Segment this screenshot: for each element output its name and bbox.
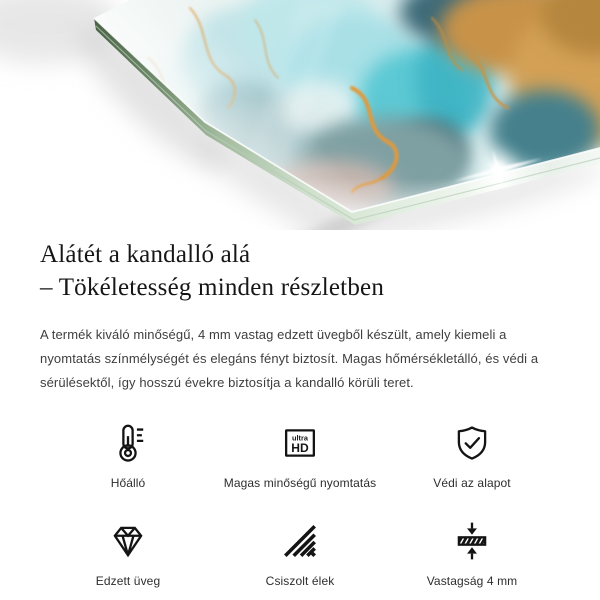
- shield-check-icon: [451, 422, 493, 464]
- thermometer-icon: [107, 422, 149, 464]
- feature-tempered-glass: [42, 520, 214, 588]
- thickness-icon: [451, 520, 493, 562]
- feature-label: Magas minőségű nyomtatás: [223, 476, 377, 490]
- svg-text:HD: HD: [291, 441, 309, 456]
- glass-panel-illustration: [0, 0, 600, 230]
- polished-edges-icon: [279, 520, 321, 562]
- section-content: [0, 230, 600, 588]
- svg-text:ultra: ultra: [292, 433, 308, 443]
- ultra-hd-icon: [279, 422, 321, 464]
- feature-label: Edzett üveg: [95, 574, 161, 588]
- feature-polished-edges: [214, 520, 386, 588]
- feature-hd-print: [214, 422, 386, 490]
- section-title-line2: – Tökéletesség minden részletben: [40, 274, 385, 301]
- feature-label: Csiszolt élek: [265, 574, 335, 588]
- feature-label: Vastagság 4 mm: [426, 574, 518, 588]
- feature-label: Védi az alapot: [433, 476, 511, 490]
- feature-label: Hőálló: [110, 476, 146, 490]
- feature-grid: [40, 422, 560, 588]
- section-title-line1: Alátét a kandalló alá: [40, 241, 251, 268]
- product-image: [0, 0, 600, 230]
- section-title: [40, 238, 560, 304]
- feature-heat-resistant: [42, 422, 214, 490]
- section-description: A termék kiváló minőségű, 4 mm vastag edzett üvegből készült, amely kiemeli a nyomtatás színmélységét és elegáns fényt biztosít. Magas hőmérsékletálló, és védi a sérülésektől, így hosszú évekre biztosítja a kandalló körüli teret.: [40, 327, 539, 390]
- feature-protects-base: [386, 422, 558, 490]
- feature-thickness: [386, 520, 558, 588]
- diamond-icon: [107, 520, 149, 562]
